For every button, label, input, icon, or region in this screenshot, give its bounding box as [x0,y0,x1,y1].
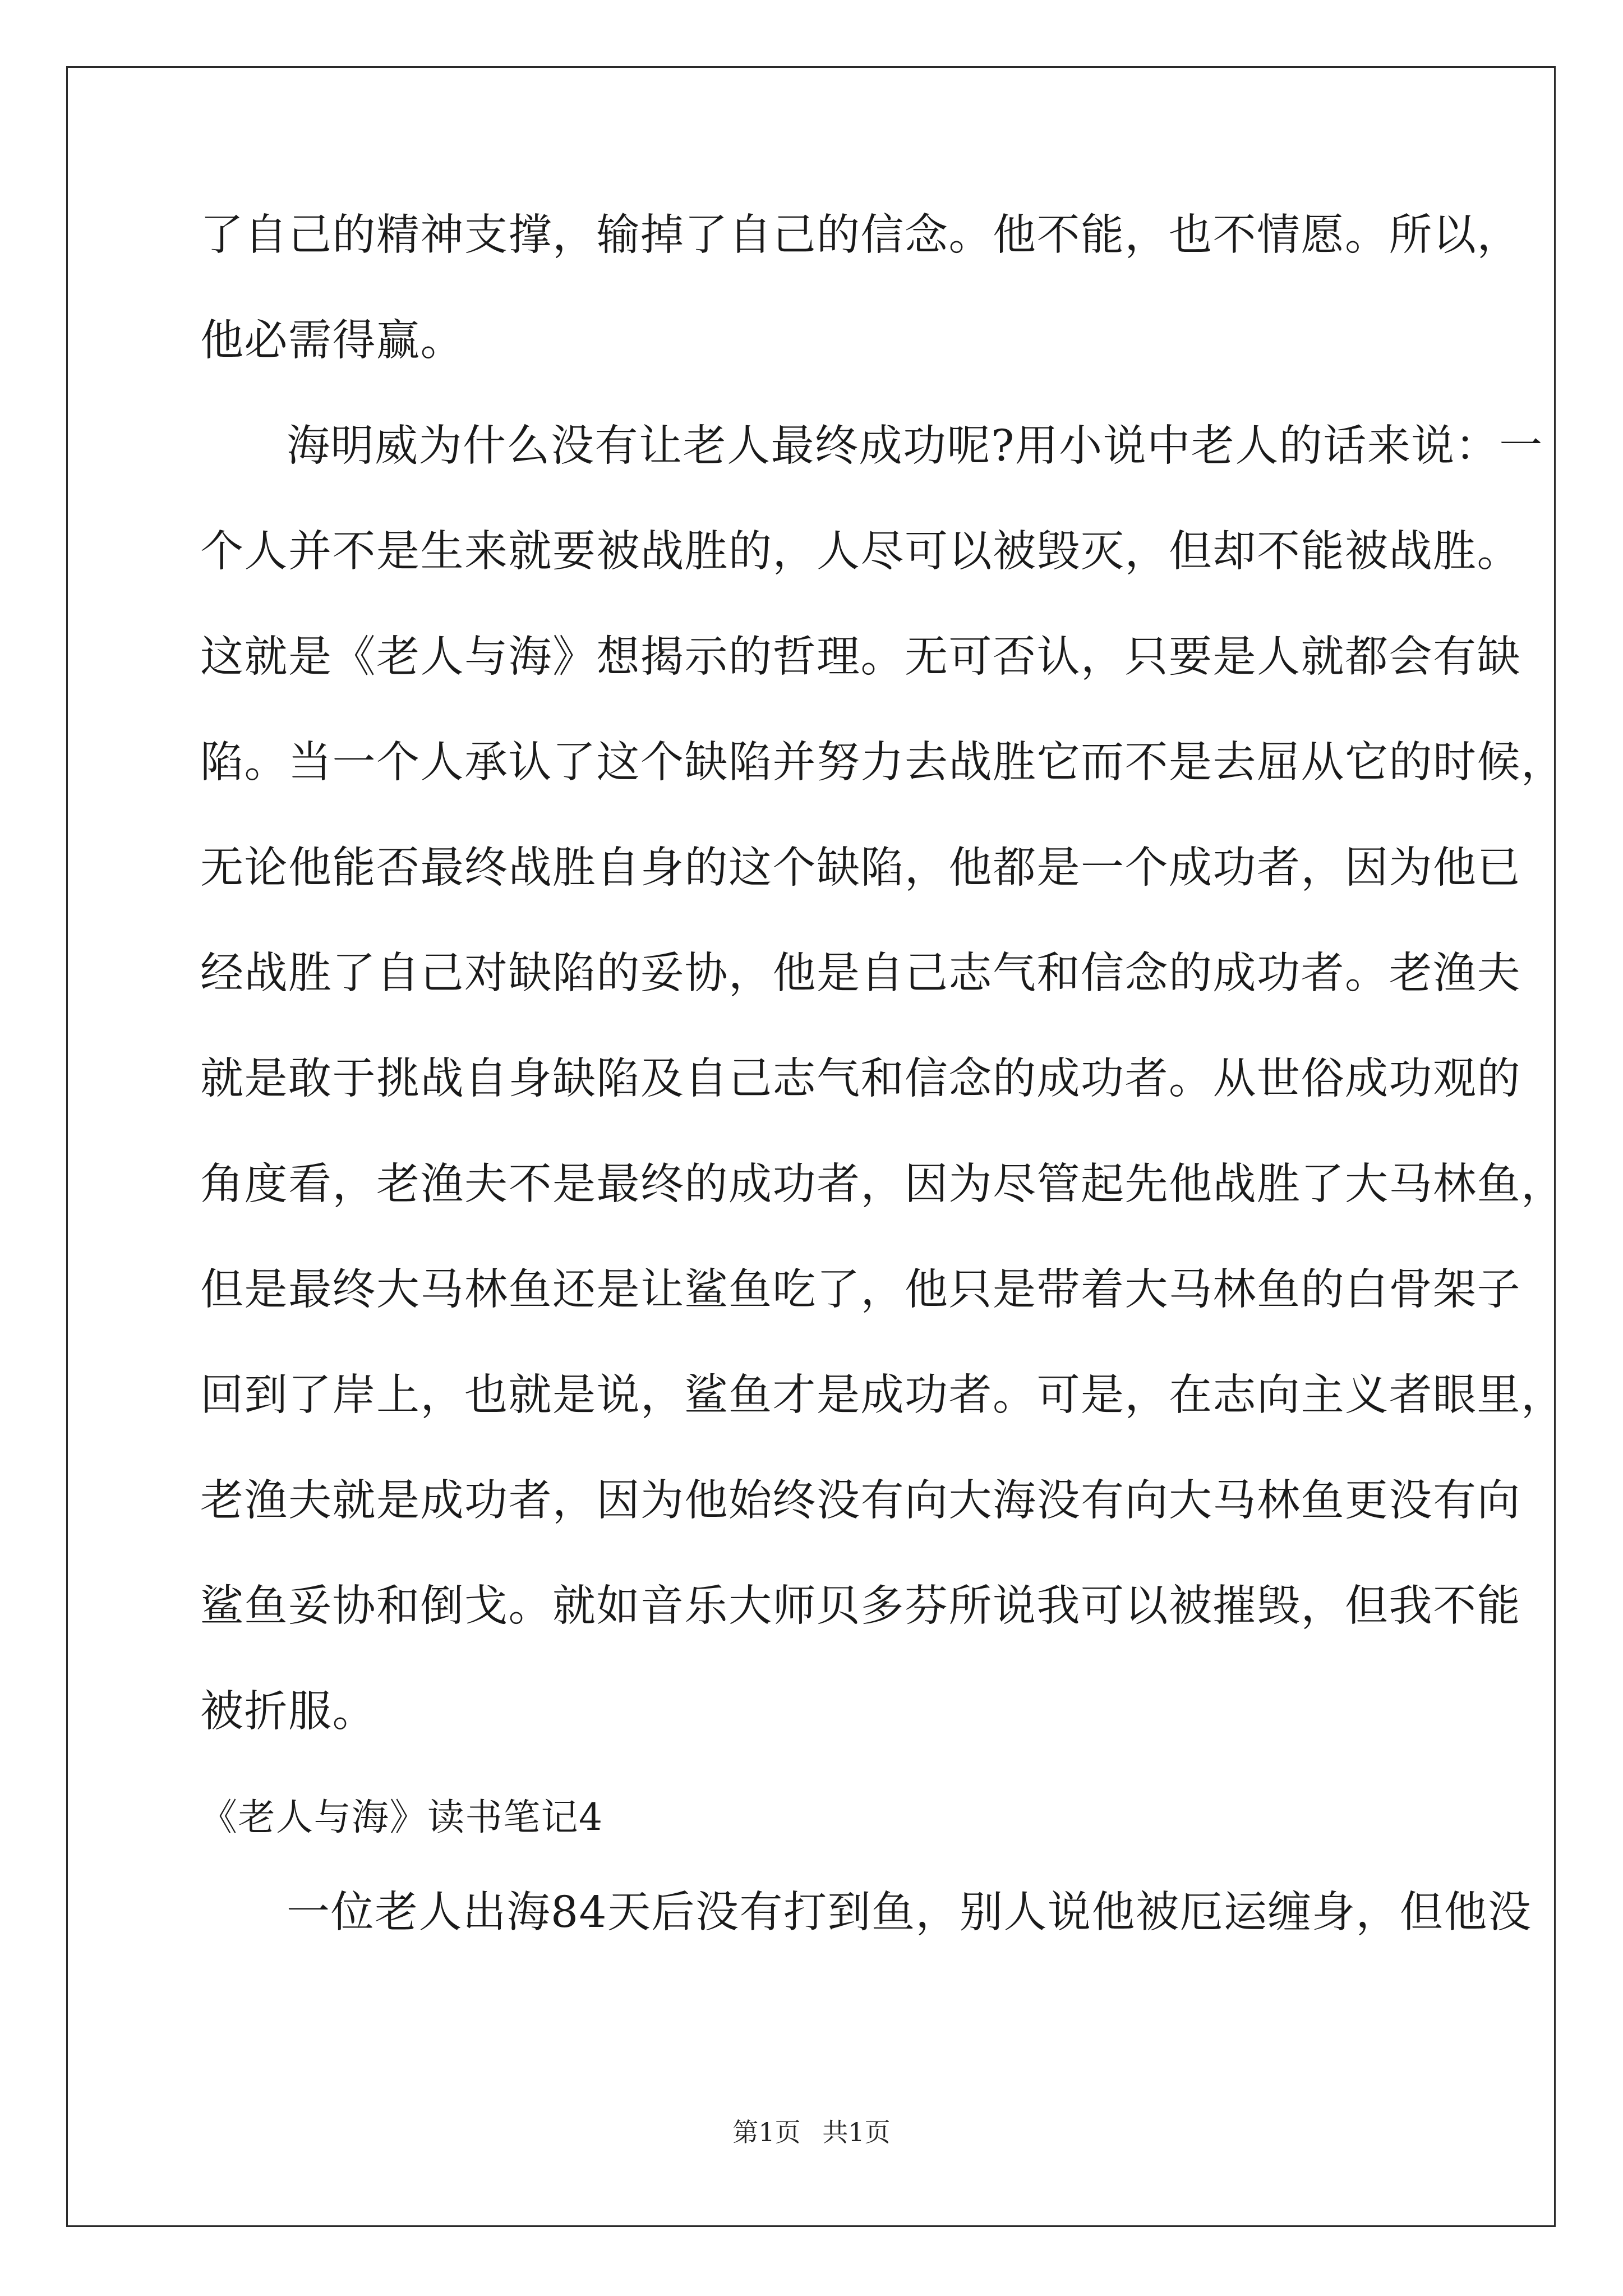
paragraph-line: 陷。当一个人承认了这个缺陷并努力去战胜它而不是去屈从它的时候， [200,738,1565,788]
paragraph-line: 就是敢于挑战自身缺陷及自己志气和信念的成功者。从世俗成功观的 [200,1054,1521,1104]
paragraph-line: 但是最终大马林鱼还是让鲨鱼吃了，他只是带着大马林鱼的白骨架子 [200,1265,1521,1315]
paragraph-line: 个人并不是生来就要被战胜的，人尽可以被毁灭，但却不能被战胜。 [200,527,1521,577]
paragraph-line: 了自己的精神支撑，输掉了自己的信念。他不能，也不情愿。所以， [200,210,1521,260]
paragraph-line: 老渔夫就是成功者，因为他始终没有向大海没有向大马林鱼更没有向 [200,1476,1521,1526]
page-footer [0,2112,1623,2149]
paragraph-line: 一位老人出海84天后没有打到鱼，别人说他被厄运缠身，但他没 [287,1888,1532,1938]
paragraph-line: 海明威为什么没有让老人最终成功呢?用小说中老人的话来说：一 [287,421,1543,471]
document-body [200,202,1565,1985]
paragraph-line: 这就是《老人与海》想揭示的哲理。无可否认，只要是人就都会有缺 [200,632,1521,682]
paragraph-line: 角度看，老渔夫不是最终的成功者，因为尽管起先他战胜了大马林鱼， [200,1159,1565,1209]
paragraph-line: 无论他能否最终战胜自身的这个缺陷，他都是一个成功者，因为他已 [200,843,1521,893]
paragraph-line: 他必需得赢。 [200,316,464,366]
paragraph-line: 经战胜了自己对缺陷的妥协，他是自己志气和信念的成功者。老渔夫 [200,949,1521,999]
paragraph-line: 鲨鱼妥协和倒戈。就如音乐大师贝多芬所说我可以被摧毁，但我不能 [200,1581,1521,1631]
paragraph-line: 被折服。 [200,1687,376,1737]
section-heading: 《老人与海》读书笔记4 [200,1796,603,1839]
page-number-total: 共1页 [822,2117,891,2147]
paragraph-line: 回到了岸上，也就是说，鲨鱼才是成功者。可是，在志向主义者眼里， [200,1370,1565,1420]
page-number-current: 第1页 [732,2117,801,2147]
